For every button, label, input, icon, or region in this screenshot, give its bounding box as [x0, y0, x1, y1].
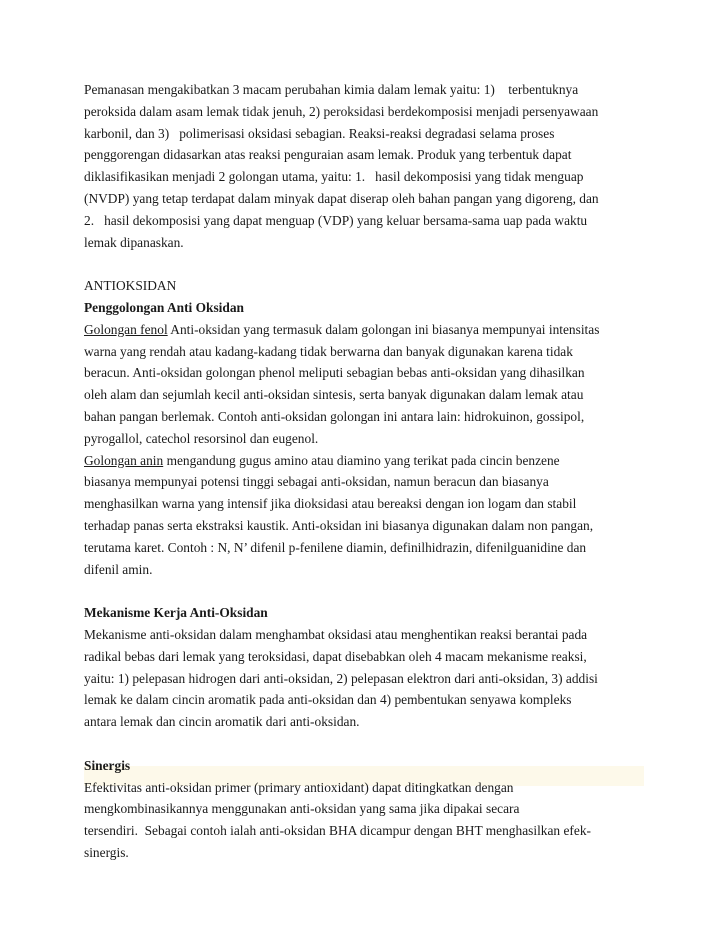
paragraph-line: 2. hasil dekomposisi yang dapat menguap (VDP) yang keluar bersama-sama uap pada waktu	[84, 212, 588, 228]
paragraph-line: penggorengan didasarkan atas reaksi penguraian asam lemak. Produk yang terbentuk dapat	[84, 147, 572, 163]
paragraph-line: bahan pangan berlemak. Contoh anti-oksidan golongan ini antara lain: hidrokuinon, gossipol,	[84, 408, 585, 424]
paragraph-gap	[84, 733, 654, 755]
paragraph-line: sinergis.	[84, 844, 129, 860]
paragraph-line: terhadap panas serta ekstraksi kaustik. Anti-oksidan ini biasanya digunakan dalam non pangan,	[84, 517, 594, 533]
subheading-penggolongan: Penggolongan Anti Oksidan	[84, 299, 244, 315]
paragraph-line: menghasilkan warna yang intensif jika dioksidasi atau bereaksi dengan ion logam dan stabil	[84, 496, 577, 512]
paragraph-line: oleh alam dan sejumlah kecil anti-oksidan sintesis, serta banyak digunakan dalam lemak atau	[84, 387, 584, 403]
term-golongan-fenol: Golongan fenol	[84, 321, 168, 337]
fenol-paragraph	[84, 319, 654, 450]
paragraph-line: biasanya mempunyai potensi tinggi sebagai anti-oksidan, namun beracun dan biasanya	[84, 474, 549, 490]
mekanisme-paragraph	[84, 624, 654, 733]
paragraph-line: (NVDP) yang tetap terdapat dalam minyak dapat diserap oleh bahan pangan yang digoreng, dan	[84, 190, 599, 206]
paragraph-line: antara lemak dan cincin aromatik dari anti-oksidan.	[84, 714, 360, 730]
paragraph-line: lemak dipanaskan.	[84, 234, 184, 250]
paragraph-gap	[84, 253, 654, 275]
paragraph-line: yaitu: 1) pelepasan hidrogen dari anti-oksidan, 2) pelepasan elektron dari anti-oksidan, 3) addisi	[84, 670, 598, 686]
paragraph-line: difenil amin.	[84, 561, 153, 577]
term-golongan-anin: Golongan anin	[84, 452, 164, 468]
paragraph-line: radikal bebas dari lemak yang teroksidasi, dapat disebabkan oleh 4 macam mekanisme reaksi,	[84, 648, 587, 664]
sinergis-paragraph	[84, 777, 654, 864]
paragraph-line: Pemanasan mengakibatkan 3 macam perubahan kimia dalam lemak yaitu: 1) terbentuknya	[84, 82, 579, 97]
paragraph-line: beracun. Anti-oksidan golongan phenol meliputi sebagian bebas anti-oksidan yang dihasilkan	[84, 365, 585, 381]
paragraph-line: mengkombinasikannya menggunakan anti-oksidan yang sama jika dipakai secara	[84, 801, 520, 817]
anin-paragraph	[84, 450, 654, 581]
intro-paragraph	[84, 79, 654, 253]
paragraph-line-rest: mengandung gugus amino atau diamino yang terikat pada cincin benzene	[163, 452, 560, 468]
paragraph-line: tersendiri. Sebagai contoh ialah anti-oksidan BHA dicampur dengan BHT menghasilkan efek-	[84, 823, 591, 839]
paragraph-line: diklasifikasikan menjadi 2 golongan utama, yaitu: 1. hasil dekomposisi yang tidak menguap	[84, 169, 584, 185]
paragraph-line: lemak ke dalam cincin aromatik pada anti-oksidan dan 4) pembentukan senyawa kompleks	[84, 692, 572, 708]
paragraph-line: karbonil, dan 3) polimerisasi oksidasi sebagian. Reaksi-reaksi degradasi selama proses	[84, 125, 555, 141]
paragraph-line: pyrogallol, catechol resorsinol dan eugenol.	[84, 430, 319, 446]
paragraph-line: warna yang rendah atau kadang-kadang tidak berwarna dan banyak digunakan karena tidak	[84, 343, 573, 359]
heading-mekanisme: Mekanisme Kerja Anti-Oksidan	[84, 605, 268, 621]
document-page	[84, 79, 654, 864]
paragraph-line: peroksida dalam asam lemak tidak jenuh, 2) peroksidasi berdekomposisi menjadi persenyawaan	[84, 103, 599, 119]
paragraph-line: Efektivitas anti-oksidan primer (primary antioxidant) dapat ditingkatkan dengan	[84, 779, 514, 795]
section-heading-antioksidan: ANTIOKSIDAN	[84, 278, 177, 294]
paragraph-gap	[84, 580, 654, 602]
paragraph-line: Mekanisme anti-oksidan dalam menghambat oksidasi atau menghentikan reaksi berantai pada	[84, 626, 588, 642]
paragraph-line: terutama karet. Contoh : N, N’ difenil p-fenilene diamin, definilhidrazin, difenilguanidine dan	[84, 539, 587, 555]
paragraph-line-rest: Anti-oksidan yang termasuk dalam golongan ini biasanya mempunyai intensitas	[167, 321, 600, 337]
heading-sinergis: Sinergis	[84, 757, 131, 773]
